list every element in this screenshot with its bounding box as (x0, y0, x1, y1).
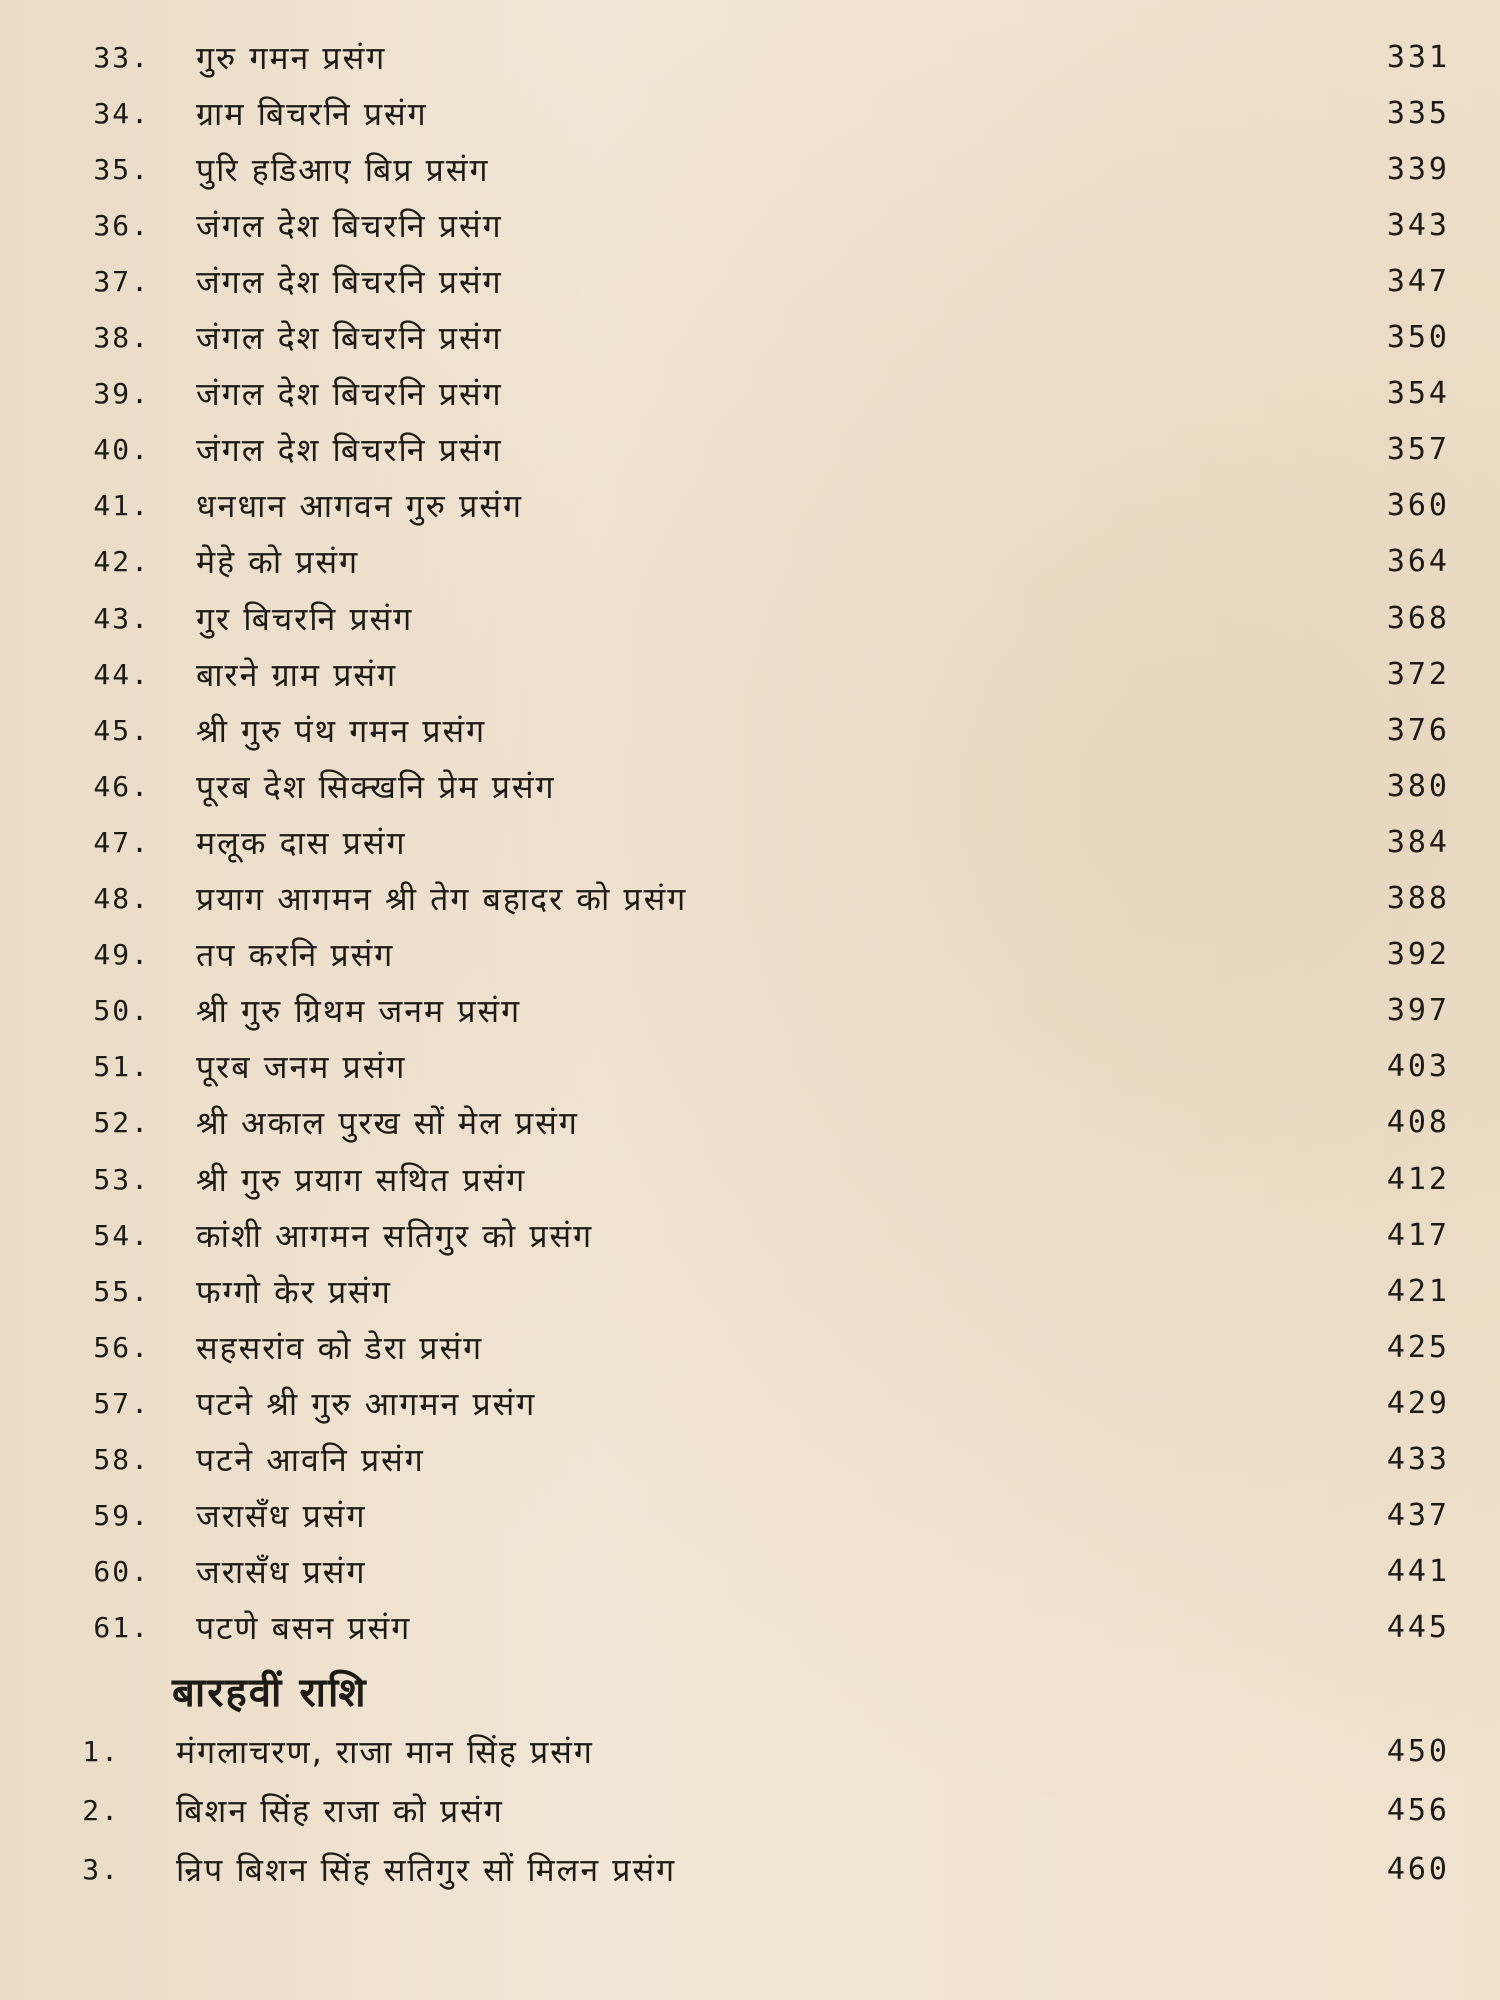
entry-number: 49. (93, 938, 150, 972)
toc-entry (30, 1215, 1450, 1255)
entry-number: 47. (93, 825, 150, 859)
entry-number: 38. (93, 321, 150, 354)
toc-entry (30, 1552, 1450, 1592)
entry-number: 57. (93, 1386, 150, 1420)
entry-page-number: 384 (1386, 824, 1450, 860)
toc-entry (30, 1047, 1450, 1087)
entry-page-number: 403 (1386, 1049, 1450, 1085)
toc-entry (30, 430, 1450, 470)
entry-title: श्री गुरु प्रयाग सथित प्रसंग (196, 1160, 527, 1199)
toc-entry (30, 542, 1450, 582)
entry-number: 51. (93, 1050, 150, 1084)
toc-entry (30, 1608, 1450, 1648)
entry-title: मंगलाचरण, राजा मान सिंह प्रसंग (176, 1732, 594, 1771)
entry-number: 42. (93, 545, 150, 579)
entry-title: पुरि हडिआए बिप्र प्रसंग (196, 150, 490, 189)
entry-page-number: 392 (1386, 937, 1450, 973)
toc-entry (30, 991, 1450, 1031)
entry-number: 52. (93, 1106, 150, 1140)
toc-entry (30, 1271, 1450, 1311)
entry-page-number: 437 (1386, 1498, 1450, 1534)
entry-number: 60. (93, 1555, 150, 1589)
entry-title: पटने आवनि प्रसंग (196, 1441, 425, 1479)
entry-title: जंगल देश बिचरनि प्रसंग (196, 262, 503, 301)
entry-title: बिशन सिंह राजा को प्रसंग (176, 1791, 504, 1830)
entry-number: 48. (93, 882, 150, 915)
toc-entry (30, 1496, 1450, 1536)
toc-entry (30, 879, 1450, 919)
entry-page-number: 357 (1386, 432, 1450, 468)
entry-number: 45. (93, 713, 150, 747)
entry-number: 46. (93, 769, 150, 803)
entry-title: बारने ग्राम प्रसंग (196, 655, 398, 694)
entry-title: प्रयाग आगमन श्री तेग बहादर को प्रसंग (196, 880, 688, 918)
entry-title: श्री गुरु पंथ गमन प्रसंग (196, 711, 487, 750)
section-heading: बारहवीं राशि (172, 1670, 368, 1716)
toc-entry (30, 318, 1450, 358)
entry-title: धनधान आगवन गुरु प्रसंग (196, 487, 523, 526)
entry-title: जंगल देश बिचरनि प्रसंग (196, 319, 503, 357)
toc-entry (30, 1327, 1450, 1367)
entry-title: जरासँध प्रसंग (196, 1553, 367, 1592)
toc-entry (30, 37, 1450, 77)
entry-number: 59. (93, 1499, 150, 1533)
entry-title: तप करनि प्रसंग (196, 936, 395, 975)
entry-number: 50. (93, 994, 150, 1028)
entry-number: 58. (93, 1443, 150, 1476)
entry-title: पूरब जनम प्रसंग (196, 1048, 407, 1087)
entry-page-number: 339 (1386, 151, 1450, 187)
entry-title: ग्राम बिचरनि प्रसंग (196, 94, 428, 133)
toc-entry (30, 486, 1450, 526)
entry-title: जंगल देश बिचरनि प्रसंग (196, 206, 503, 245)
entry-page-number: 343 (1386, 207, 1450, 243)
entry-title: पटने श्री गुरु आगमन प्रसंग (196, 1384, 537, 1423)
entry-number: 36. (93, 208, 150, 242)
entry-page-number: 421 (1386, 1273, 1450, 1309)
entry-title: पटणे बसन प्रसंग (196, 1609, 412, 1648)
entry-number: 44. (93, 657, 150, 691)
entry-page-number: 354 (1386, 376, 1450, 412)
toc-entry (30, 822, 1450, 862)
toc-entry (30, 1103, 1450, 1143)
entry-page-number: 456 (1386, 1792, 1450, 1828)
entry-title: सहसरांव को डेरा प्रसंग (196, 1328, 484, 1367)
toc-entry (30, 1440, 1450, 1480)
toc-entry (30, 598, 1450, 638)
entry-page-number: 347 (1386, 263, 1450, 299)
entry-title: मलूक दास प्रसंग (196, 823, 407, 862)
entry-title: पूरब देश सिक्खनि प्रेम प्रसंग (196, 767, 556, 806)
entry-number: 1. (82, 1734, 120, 1768)
entry-page-number: 364 (1386, 544, 1450, 580)
entry-page-number: 417 (1386, 1217, 1450, 1253)
entry-page-number: 388 (1386, 881, 1450, 916)
entry-number: 37. (93, 264, 150, 298)
entry-title: गुरु गमन प्रसंग (196, 38, 387, 77)
entry-page-number: 460 (1386, 1851, 1450, 1887)
entry-title: फग्गो केर प्रसंग (196, 1272, 392, 1311)
entry-number: 33. (93, 40, 150, 74)
entry-number: 61. (93, 1611, 150, 1645)
entry-number: 2. (82, 1793, 120, 1827)
entry-number: 34. (93, 96, 150, 130)
toc-entry (30, 1790, 1450, 1830)
toc-entry (30, 1383, 1450, 1423)
toc-entry (30, 374, 1450, 414)
entry-page-number: 445 (1386, 1610, 1450, 1646)
entry-number: 43. (93, 601, 150, 635)
entry-number: 56. (93, 1330, 150, 1364)
entry-page-number: 335 (1386, 95, 1450, 131)
entry-page-number: 350 (1386, 320, 1450, 355)
entry-title: श्री गुरु ग्रिथम जनम प्रसंग (196, 992, 522, 1031)
toc-entry (30, 261, 1450, 301)
entry-page-number: 372 (1386, 656, 1450, 692)
entry-page-number: 376 (1386, 712, 1450, 748)
entry-page-number: 368 (1386, 600, 1450, 636)
toc-entry (30, 710, 1450, 750)
entry-page-number: 433 (1386, 1442, 1450, 1477)
entry-page-number: 450 (1386, 1733, 1450, 1769)
toc-entry (30, 149, 1450, 189)
entry-number: 41. (93, 489, 150, 523)
entry-number: 40. (93, 433, 150, 467)
entry-number: 54. (93, 1218, 150, 1252)
toc-entry (30, 1159, 1450, 1199)
toc-entry (30, 935, 1450, 975)
toc-entry (30, 654, 1450, 694)
entry-number: 39. (93, 377, 150, 411)
entry-title: जंगल देश बिचरनि प्रसंग (196, 431, 503, 470)
entry-page-number: 331 (1386, 39, 1450, 75)
entry-number: 35. (93, 152, 150, 186)
toc-entry (30, 766, 1450, 806)
entry-title: जंगल देश बिचरनि प्रसंग (196, 375, 503, 414)
entry-number: 3. (82, 1852, 120, 1886)
entry-page-number: 408 (1386, 1105, 1450, 1141)
entry-page-number: 397 (1386, 993, 1450, 1029)
entry-page-number: 360 (1386, 488, 1450, 524)
entry-title: श्री अकाल पुरख सों मेल प्रसंग (196, 1104, 579, 1143)
entry-number: 55. (93, 1274, 150, 1308)
entry-title: गुर बिचरनि प्रसंग (196, 599, 414, 638)
toc-entry (30, 1849, 1450, 1889)
toc-entry (30, 93, 1450, 133)
entry-page-number: 412 (1386, 1161, 1450, 1197)
entry-title: जरासँध प्रसंग (196, 1497, 367, 1536)
toc-entry (30, 205, 1450, 245)
toc-entry (30, 1731, 1450, 1771)
entry-page-number: 380 (1386, 768, 1450, 804)
entry-title: न्रिप बिशन सिंह सतिगुर सों मिलन प्रसंग (176, 1850, 677, 1889)
entry-title: मेहे को प्रसंग (196, 543, 360, 582)
entry-page-number: 425 (1386, 1329, 1450, 1365)
entry-page-number: 441 (1386, 1554, 1450, 1590)
entry-title: कांशी आगमन सतिगुर को प्रसंग (196, 1216, 594, 1255)
entry-number: 53. (93, 1162, 150, 1196)
entry-page-number: 429 (1386, 1385, 1450, 1421)
